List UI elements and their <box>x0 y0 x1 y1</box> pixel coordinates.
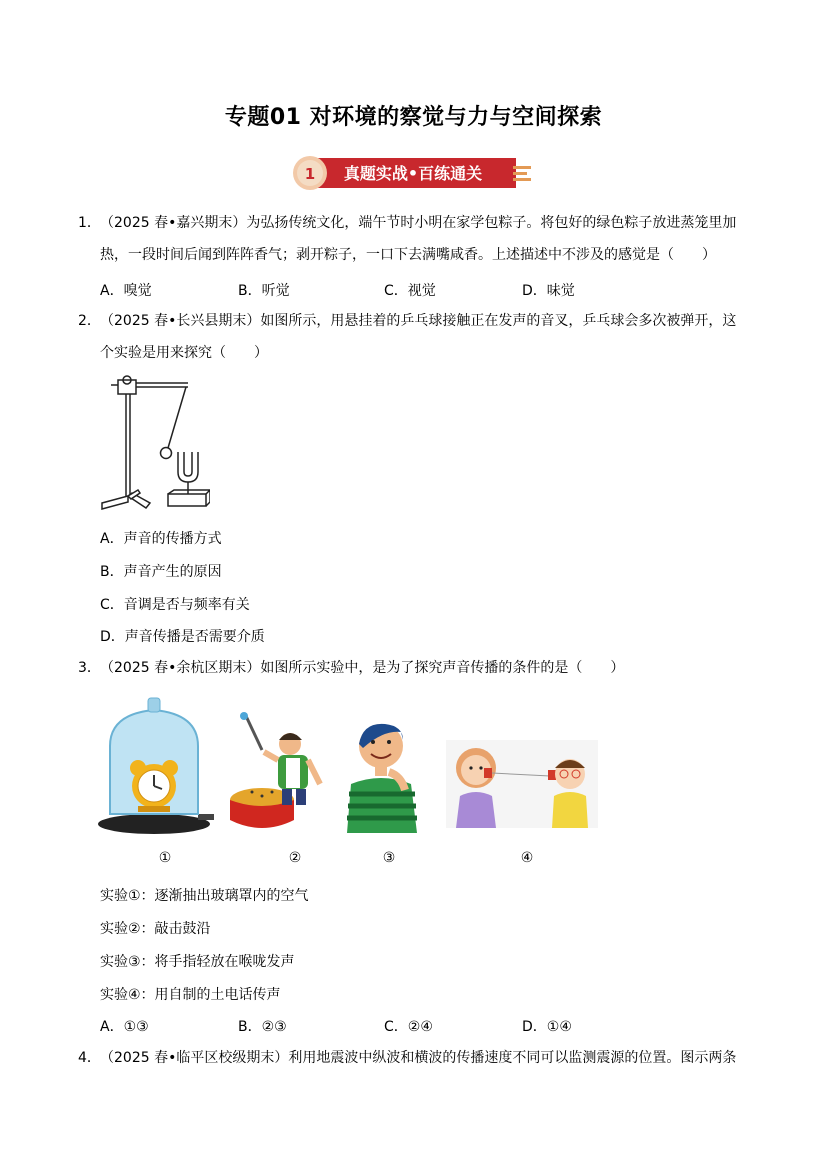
figure-caption: ① <box>158 850 172 866</box>
option-c: C．音调是否与频率有关 <box>100 597 250 613</box>
option-c: C．视觉 <box>384 283 436 299</box>
question-number: 1． <box>78 215 101 231</box>
question-text: （2025 春•嘉兴期末）为弘扬传统文化，端午节时小明在家学包粽子。将包好的绿色粽子放进蒸笼里加 <box>100 215 737 231</box>
option-a: A．①③ <box>100 1019 149 1035</box>
tuning-fork-figure <box>98 372 210 517</box>
figure-caption: ③ <box>382 850 396 866</box>
option-d: D．①④ <box>522 1019 572 1035</box>
section-banner <box>291 154 533 192</box>
throat-boy-figure <box>343 718 423 833</box>
page-title: 专题01 对环境的察觉与力与空间探索 <box>224 105 603 130</box>
experiment-4: 实验④：用自制的土电话传声 <box>100 987 281 1003</box>
option-a: A．声音的传播方式 <box>100 531 222 547</box>
question-text: （2025 春•余杭区期末）如图所示实验中，是为了探究声音传播的条件的是（ ） <box>100 660 625 676</box>
question-4 <box>78 1042 754 1074</box>
option-d: D．声音传播是否需要介质 <box>100 629 265 645</box>
banner-number: 1 <box>304 165 316 183</box>
question-text: （2025 春•长兴县期末）如图所示，用悬挂着的乒乓球接触正在发声的音叉，乒乓球会多次被弹开，这 <box>100 313 737 329</box>
question-number: 3． <box>78 660 101 676</box>
question-number: 4． <box>78 1050 101 1066</box>
figure-caption: ④ <box>520 850 534 866</box>
question-text: （2025 春•临平区校级期末）利用地震波中纵波和横波的传播速度不同可以监测震源的位置。图示两条 <box>100 1050 737 1066</box>
banner-text: 真题实战•百练通关 <box>343 164 483 183</box>
option-d: D．味觉 <box>522 283 575 299</box>
option-b: B．声音产生的原因 <box>100 564 222 580</box>
question-text: 个实验是用来探究（ ） <box>100 345 268 361</box>
drum-boy-figure <box>228 712 328 837</box>
bell-jar-clock-figure <box>98 696 218 841</box>
question-3 <box>78 652 754 684</box>
question-text: 热，一段时间后闻到阵阵香气；剥开粽子，一口下去满嘴咸香。上述描述中不涉及的感觉是（ ） <box>100 247 716 263</box>
experiment-3: 实验③：将手指轻放在喉咙发声 <box>100 954 295 970</box>
question-2 <box>78 305 754 369</box>
string-telephone-figure <box>446 740 598 828</box>
option-a: A．嗅觉 <box>100 283 152 299</box>
question-number: 2． <box>78 313 101 329</box>
figure-caption: ② <box>288 850 302 866</box>
question-1 <box>78 207 754 271</box>
option-c: C．②④ <box>384 1019 433 1035</box>
option-b: B．听觉 <box>238 283 290 299</box>
experiment-1: 实验①：逐渐抽出玻璃罩内的空气 <box>100 888 309 904</box>
experiment-2: 实验②：敲击鼓沿 <box>100 921 211 937</box>
option-b: B．②③ <box>238 1019 287 1035</box>
